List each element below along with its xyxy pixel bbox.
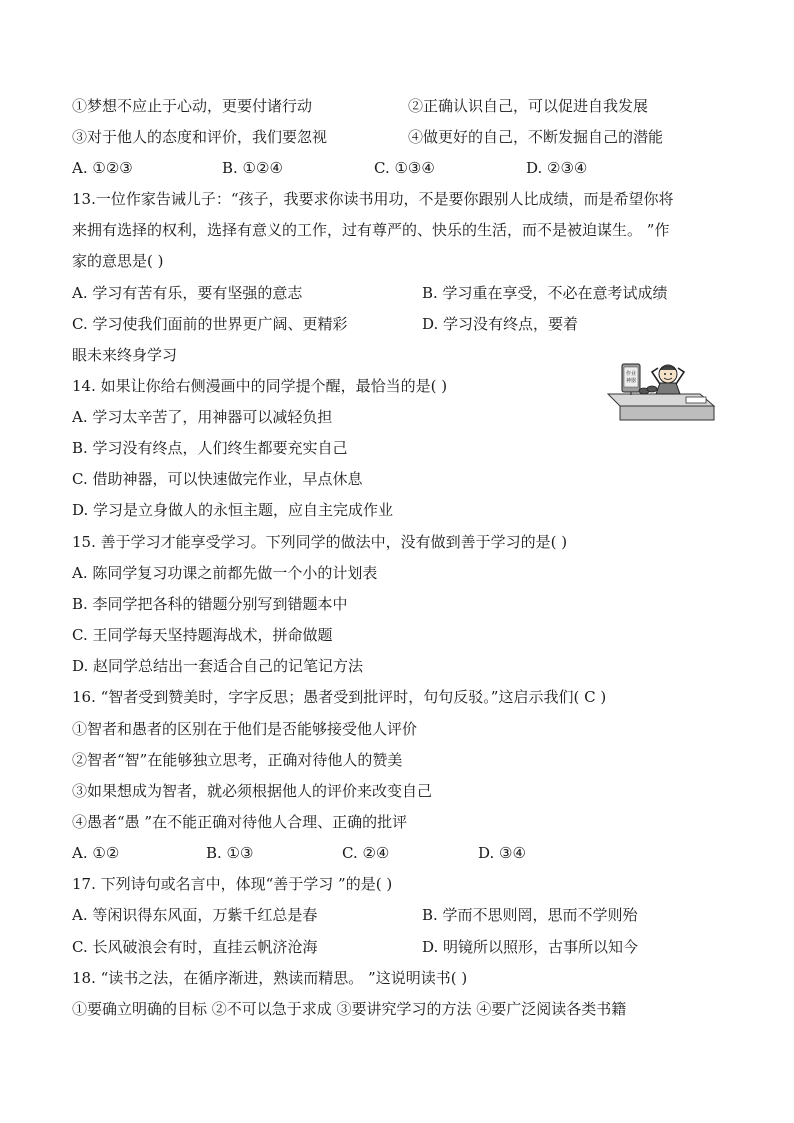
q16-choice-b: B. ①③ (206, 844, 254, 862)
q18-stem: 18. “读书之法，在循序渐进，熟读而精思。 ”这说明读书( ) (72, 969, 468, 987)
q17-stem: 17. 下列诗句或名言中，体现“善于学习 ”的是( ) (72, 875, 393, 893)
q13-option-b: B. 学习重在享受，不必在意考试成绩 (422, 284, 668, 302)
cartoon-student-at-desk-icon (604, 360, 722, 422)
sign-text: 作业 (625, 371, 637, 377)
q16-choice-d: D. ③④ (478, 844, 526, 862)
q12-choice-c: C. ①③④ (374, 159, 435, 177)
q17-option-a: A. 等闲识得东风面，万紫千红总是春 (72, 906, 318, 924)
q14-option-b: B. 学习没有终点，人们终生都要充实自己 (72, 439, 348, 457)
q15-stem: 15. 善于学习才能享受学习。下列同学的做法中，没有做到善于学习的是( ) (72, 533, 568, 551)
q16-stem: 16. “智者受到赞美时，字字反思；愚者受到批评时，句句反驳。”这启示我们( C ) (72, 688, 607, 706)
q12-choice-a: A. ①②③ (72, 159, 133, 177)
q13-option-d-continued: 眼未来终身学习 (72, 346, 178, 364)
q18-statements: ①要确立明确的目标 ②不可以急于求成 ③要讲究学习的方法 ④要广泛阅读各类书籍 (72, 1000, 627, 1018)
q15-option-b: B. 李同学把各科的错题分别写到错题本中 (72, 595, 348, 613)
q16-statement-3: ③如果想成为智者，就必须根据他人的评价来改变自己 (72, 782, 433, 800)
q13-option-d: D. 学习没有终点，要着 (422, 315, 579, 333)
q13-stem-line-2: 来拥有选择的权利，选择有意义的工作，过有尊严的、快乐的生活，而不是被迫谋生。 ”作 (72, 221, 670, 239)
q15-option-c: C. 王同学每天坚持题海战术，拼命做题 (72, 626, 333, 644)
q12-choice-d: D. ②③④ (526, 159, 588, 177)
q12-option-4: ④做更好的自己，不断发掘自己的潜能 (408, 128, 664, 146)
q14-stem: 14. 如果让你给右侧漫画中的同学提个醒，最恰当的是( ) (72, 377, 448, 395)
q16-statement-2: ②智者“智”在能够独立思考，正确对待他人的赞美 (72, 751, 403, 769)
q16-choice-c: C. ②④ (342, 844, 390, 862)
q13-option-c: C. 学习使我们面前的世界更广阔、更精彩 (72, 315, 348, 333)
q17-option-c: C. 长风破浪会有时，直挂云帆济沧海 (72, 938, 318, 956)
q15-option-d: D. 赵同学总结出一套适合自己的记笔记方法 (72, 657, 364, 675)
q16-statement-4: ④愚者“愚 ”在不能正确对待他人合理、正确的批评 (72, 813, 408, 831)
q15-option-a: A. 陈同学复习功课之前都先做一个小的计划表 (72, 564, 378, 582)
q14-option-c: C. 借助神器，可以快速做完作业，早点休息 (72, 470, 363, 488)
q12-option-3: ③对于他人的态度和评价，我们要忽视 (72, 128, 328, 146)
q13-option-a: A. 学习有苦有乐，要有坚强的意志 (72, 284, 303, 302)
q13-stem-line-3: 家的意思是( ) (72, 252, 164, 270)
q17-option-b: B. 学而不思则罔，思而不学则殆 (422, 906, 638, 924)
q12-option-2: ②正确认识自己，可以促进自我发展 (408, 97, 649, 115)
q14-option-d: D. 学习是立身做人的永恒主题，应自主完成作业 (72, 501, 394, 519)
q14-option-a: A. 学习太辛苦了，用神器可以减轻负担 (72, 408, 333, 426)
q13-stem-line-1: 13.一位作家告诫儿子：“孩子，我要求你读书用功，不是要你跟别人比成绩，而是希望你将 (72, 190, 674, 208)
q16-choice-a: A. ①② (72, 844, 120, 862)
q16-statement-1: ①智者和愚者的区别在于他们是否能够接受他人评价 (72, 720, 418, 738)
q12-option-1: ①梦想不应止于心动，更要付诸行动 (72, 97, 313, 115)
sign-text-2: 神器 (625, 378, 637, 384)
q12-choice-b: B. ①②④ (222, 159, 283, 177)
q17-option-d: D. 明镜所以照形，古事所以知今 (422, 938, 639, 956)
